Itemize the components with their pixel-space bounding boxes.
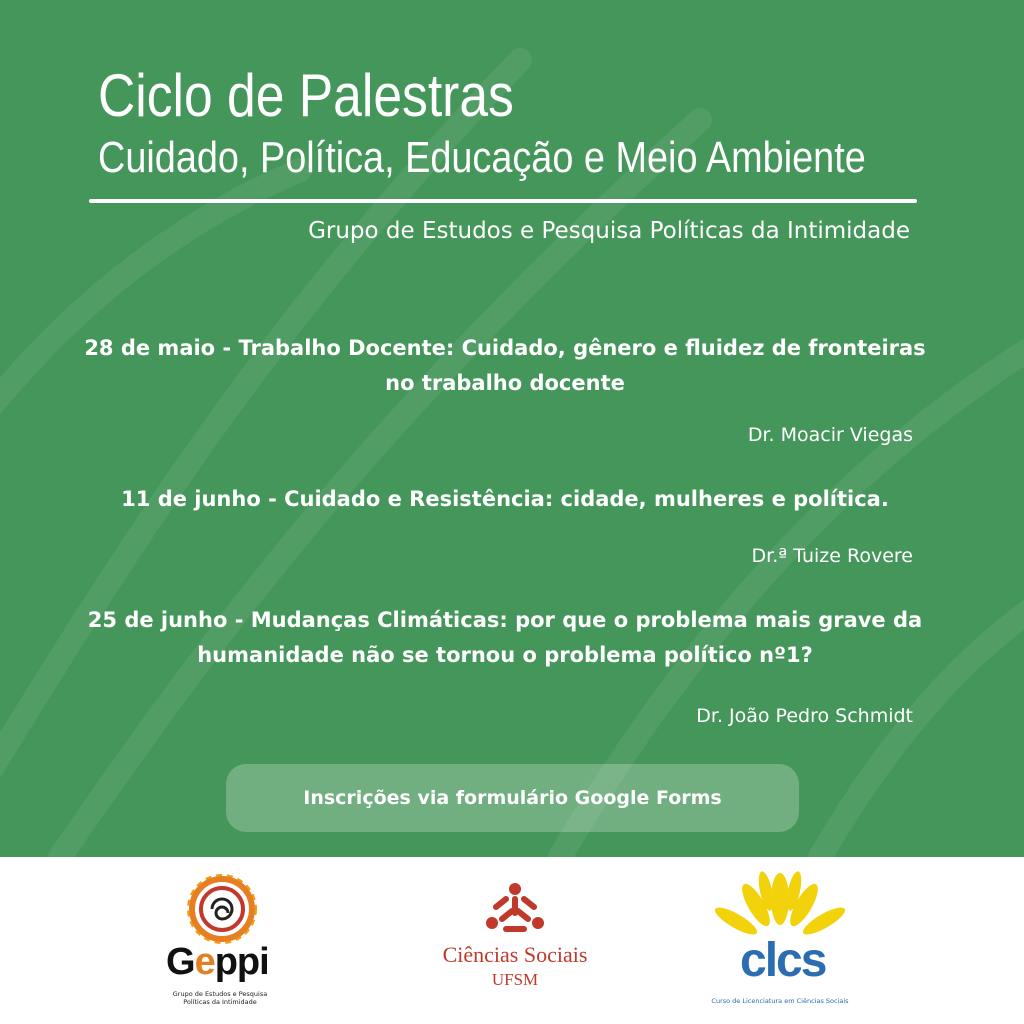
page-title: Ciclo de Palestras	[98, 62, 514, 129]
people-circle-icon	[420, 877, 610, 939]
geppi-wordmark: Geppi	[166, 941, 269, 983]
geppi-logo	[160, 873, 290, 1013]
ciencias-sociais-logo	[420, 877, 610, 1007]
group-name: Grupo de Estudos e Pesquisa Políticas da Intimidade	[308, 218, 910, 244]
registration-button[interactable]	[226, 764, 799, 832]
title-divider	[89, 199, 917, 203]
clcs-caption: Curso de Licenciatura em Ciências Sociais	[711, 997, 849, 1005]
talk-2-speaker: Dr.ª Tuize Rovere	[751, 545, 913, 567]
registration-label: Inscrições via formulário Google Forms	[303, 787, 722, 809]
talk-1-title: 28 de maio - Trabalho Docente: Cuidado, gênero e fluidez de fronteiras no trabalho docente	[84, 336, 926, 395]
talk-3-speaker: Dr. João Pedro Schmidt	[696, 705, 913, 727]
ufsm-text: UFSM	[491, 970, 539, 989]
footer-logos	[0, 857, 1024, 1024]
ciencias-sociais-text: Ciências Sociais	[442, 942, 588, 967]
clcs-wordmark: clcs	[740, 934, 826, 987]
clcs-logo	[700, 869, 860, 1017]
talk-2-title: 11 de junho - Cuidado e Resistência: cidade, mulheres e política.	[121, 487, 889, 511]
talk-3-title: 25 de junho - Mudanças Climáticas: por que o problema mais grave da humanidade não se tornou o problema político nº1?	[87, 608, 923, 667]
page-subtitle: Cuidado, Política, Educação e Meio Ambiente	[98, 133, 866, 182]
talk-1-speaker: Dr. Moacir Viegas	[747, 424, 913, 446]
geppi-caption: Grupo de Estudos e Pesquisa Políticas da Intimidade	[172, 990, 268, 1006]
